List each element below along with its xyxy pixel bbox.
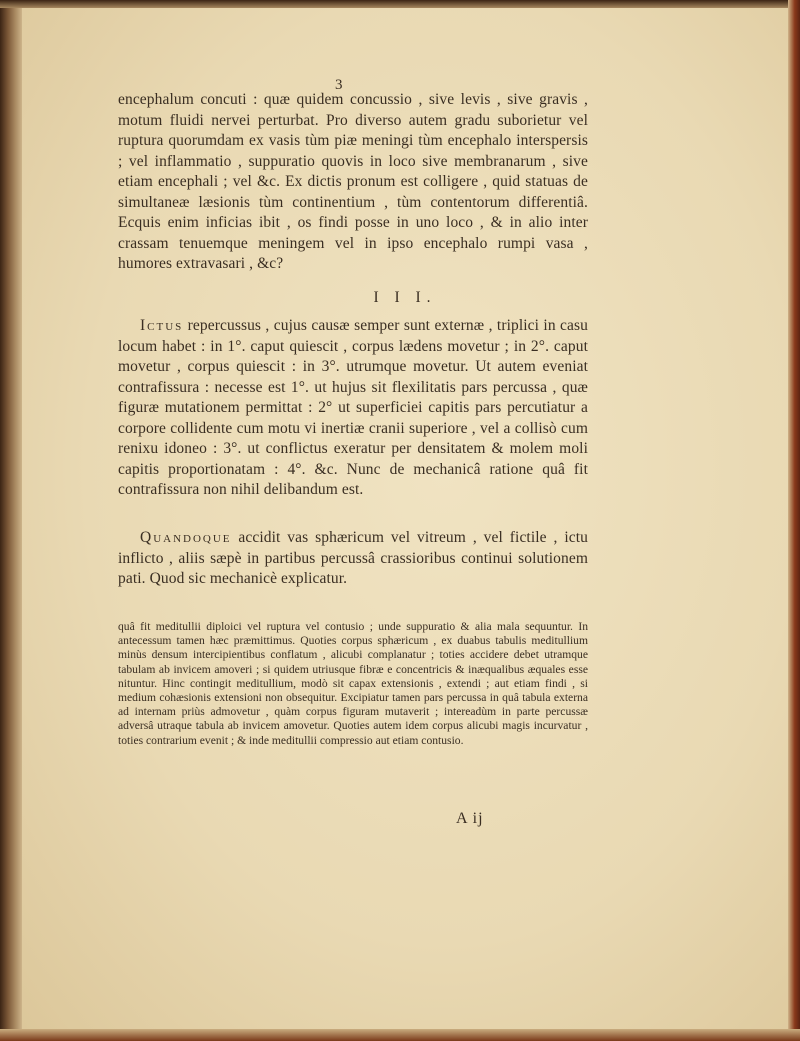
book-edge-bottom [0, 1029, 800, 1041]
page-number: 3 [335, 77, 343, 93]
paragraph-body: repercussus , cujus causæ semper sunt externæ , triplici in casu locum habet : in 1°. caput quiescit , corpus lædens movetur ; in 2°. caput movetur , corpus quiescit : in 3°. utrumque movetur. Ut autem eveniat contrafissura : necesse est 1°. ut hujus sit flexilitatis pars percussa , quæ figuræ mutationem permittat : 2° ut superficiei capitis pars percutiatur a corpore collidente cum motu vi inertiæ cranii superiore , vel a collisò cum renixu idoneo : 3°. ut conflictus exeratur per densitatem & molem moli capitis proportionatam : 4°. &c. Nunc de mechanicâ ratione quâ fit contrafissura non nihil delibandum est. [118, 317, 588, 498]
book-edge-right [788, 0, 800, 1041]
signature-mark: A ij [456, 810, 484, 827]
book-page [22, 8, 788, 1029]
paragraph-quandoque [118, 528, 588, 590]
book-edge-top [0, 0, 800, 8]
book-spine [0, 0, 22, 1041]
section-heading: I I I. [373, 289, 437, 306]
paragraph-body: accidit vas sphæricum vel vitreum , vel fictile , ictu inflicto , aliis sæpè in partibus percussâ crassioribus continui solutionem pati. Quod sic mechanicè explicatur. [118, 529, 588, 587]
paragraph-ictus [118, 316, 588, 501]
footnote-text: quâ fit meditullii diploici vel ruptura vel contusio ; unde suppuratio & alia mala sequuntur. In antecessum tamen hæc præmittimus. Quoties corpus sphæricum , ex duabus tabulis meditullium minùs densum intercipientibus conflatum , alicubi complanatur ; toties accidere debet utramque tabulam ab invicem amoveri ; si quidem utriusque fibræ e concentricis & inæqualibus æquales esse nituntur. Hinc contingit meditullium, modò sit capax extensionis , extendi ; aut etiam findi , si medium cohæsionis extensioni non obsequitur. Excipiatur tamen pars percussa in quâ tabula externa ad internam priùs admovetur , quàm corpus figuram mutaverit ; intereadùm in parte percussæ adversâ utraque tabula ab invicem amovetur. Quoties autem idem corpus alicubi magis incurvatur , toties contrarium evenit ; & inde meditullii compressio aut etiam contusio. [118, 620, 588, 747]
paragraph-continued: encephalum concuti : quæ quidem concussio , sive levis , sive gravis , motum fluidi nervei perturbat. Pro diverso autem gradu suborietur vel ruptura quorumdam ex vasis tùm piæ meningi tùm encephalo interspersis ; vel inflammatio , suppuratio quovis in loco sive membranarum , sive etiam encephali ; vel &c. Ex dictis pronum est colligere , quid statuas de simultaneæ læsionis tùm continentium , tùm contentorum differentiâ. Ecquis enim inficias ibit , os findi posse in uno loco , & in alio inter crassam tenuemque meningem vel in ipso encephalo rumpi vasa , humores extravasari , &c? [118, 91, 588, 272]
paragraph-lead-word: Quandoque [140, 529, 232, 546]
paragraph-lead-word: Ictus [140, 317, 184, 334]
